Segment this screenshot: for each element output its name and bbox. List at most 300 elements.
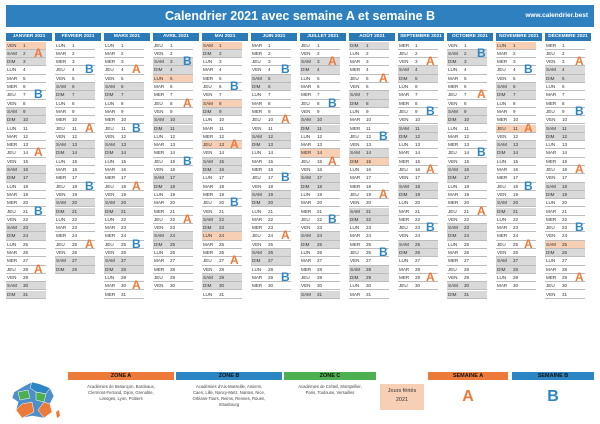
day-cell[interactable] bbox=[398, 149, 438, 157]
day-cell[interactable] bbox=[251, 133, 291, 141]
day-cell[interactable] bbox=[55, 166, 95, 174]
day-cell[interactable] bbox=[349, 58, 389, 66]
week-b-label: B bbox=[575, 220, 584, 235]
month-column bbox=[300, 33, 346, 297]
day-cell[interactable] bbox=[545, 75, 585, 83]
day-cell[interactable] bbox=[251, 100, 291, 108]
day-number: 16 bbox=[464, 167, 470, 172]
day-cell[interactable] bbox=[55, 100, 95, 108]
weekday-label: LUN bbox=[252, 266, 262, 272]
weekday-label: SAM bbox=[350, 208, 360, 214]
day-number: 5 bbox=[170, 75, 173, 81]
day-cell[interactable] bbox=[6, 291, 46, 299]
day-cell[interactable] bbox=[6, 174, 46, 182]
day-cell[interactable] bbox=[398, 42, 438, 50]
day-cell[interactable] bbox=[447, 266, 487, 274]
weekday-label: MAR bbox=[399, 208, 410, 214]
day-cell[interactable] bbox=[496, 158, 536, 166]
day-cell[interactable] bbox=[398, 208, 438, 216]
weekday-label: MAR bbox=[154, 84, 165, 89]
day-number: 25 bbox=[23, 241, 29, 247]
day-cell[interactable] bbox=[202, 108, 242, 116]
day-cell[interactable] bbox=[447, 257, 487, 265]
day-cell[interactable] bbox=[104, 199, 144, 207]
weekday-label: JEU bbox=[301, 216, 310, 222]
weekday-label: MAR bbox=[497, 50, 508, 56]
day-number: 30 bbox=[121, 283, 127, 289]
day-cell[interactable] bbox=[349, 108, 389, 116]
day-cell[interactable] bbox=[300, 133, 340, 141]
day-number: 14 bbox=[170, 150, 176, 156]
day-cell[interactable] bbox=[6, 133, 46, 141]
zone-b-text-line: Strasbourg bbox=[218, 402, 240, 407]
day-cell[interactable] bbox=[447, 183, 487, 191]
day-cell[interactable] bbox=[447, 224, 487, 232]
france-map-icon bbox=[6, 378, 62, 420]
day-cell[interactable] bbox=[349, 282, 389, 290]
day-cell[interactable] bbox=[447, 174, 487, 182]
day-cell[interactable] bbox=[496, 208, 536, 216]
day-cell[interactable] bbox=[398, 75, 438, 83]
day-cell[interactable] bbox=[153, 75, 193, 83]
zone-c-text-line: Paris, Toulouse, Versailles bbox=[305, 390, 355, 395]
day-cell[interactable] bbox=[55, 158, 95, 166]
day-cell[interactable] bbox=[300, 183, 340, 191]
day-cell[interactable] bbox=[349, 266, 389, 274]
day-number: 25 bbox=[562, 241, 568, 247]
day-cell[interactable] bbox=[55, 108, 95, 116]
day-cell[interactable] bbox=[447, 282, 487, 290]
weekday-label: DIM bbox=[252, 142, 261, 148]
day-number: 1 bbox=[121, 42, 124, 48]
day-cell[interactable] bbox=[349, 224, 389, 232]
day-number: 4 bbox=[513, 67, 516, 73]
day-cell[interactable] bbox=[447, 75, 487, 83]
day-number: 14 bbox=[121, 150, 127, 156]
day-cell[interactable] bbox=[6, 166, 46, 174]
day-number: 18 bbox=[268, 183, 274, 189]
day-cell[interactable] bbox=[55, 91, 95, 99]
day-number: 26 bbox=[72, 250, 78, 255]
day-cell[interactable] bbox=[300, 266, 340, 274]
day-cell[interactable] bbox=[153, 174, 193, 182]
weekday-label: MAR bbox=[546, 208, 557, 214]
day-cell[interactable] bbox=[447, 133, 487, 141]
day-cell[interactable] bbox=[104, 42, 144, 50]
day-cell[interactable] bbox=[496, 100, 536, 108]
day-cell[interactable] bbox=[104, 224, 144, 232]
day-cell[interactable] bbox=[104, 257, 144, 265]
day-cell[interactable] bbox=[398, 183, 438, 191]
day-cell[interactable] bbox=[300, 241, 340, 249]
weekday-label: LUN bbox=[154, 250, 164, 255]
day-cell[interactable] bbox=[447, 166, 487, 174]
day-cell[interactable] bbox=[153, 141, 193, 149]
day-cell[interactable] bbox=[300, 83, 340, 91]
day-cell[interactable] bbox=[202, 66, 242, 74]
weekday-label: JEU bbox=[350, 75, 359, 81]
weekday-label: VEN bbox=[154, 50, 164, 56]
day-cell[interactable] bbox=[349, 291, 389, 299]
day-cell[interactable] bbox=[545, 125, 585, 133]
week-b-label: B bbox=[230, 195, 239, 210]
day-cell[interactable] bbox=[104, 158, 144, 166]
weekday-label: JEU bbox=[105, 125, 114, 131]
day-cell[interactable] bbox=[496, 199, 536, 207]
day-cell[interactable] bbox=[349, 208, 389, 216]
day-cell[interactable] bbox=[6, 125, 46, 133]
day-cell[interactable] bbox=[202, 116, 242, 124]
weekday-label: JEU bbox=[546, 108, 555, 114]
day-cell[interactable] bbox=[398, 141, 438, 149]
day-cell[interactable] bbox=[55, 266, 95, 274]
day-cell[interactable] bbox=[251, 249, 291, 257]
day-cell[interactable] bbox=[251, 158, 291, 166]
weekday-label: LUN bbox=[350, 50, 360, 56]
day-cell[interactable] bbox=[251, 216, 291, 224]
day-cell[interactable] bbox=[349, 166, 389, 174]
day-cell[interactable] bbox=[55, 50, 95, 58]
weekday-label: DIM bbox=[252, 200, 261, 206]
day-cell[interactable] bbox=[349, 100, 389, 108]
weekday-label: JEU bbox=[56, 183, 65, 189]
day-cell[interactable] bbox=[300, 191, 340, 199]
day-number: 4 bbox=[317, 67, 320, 73]
day-cell[interactable] bbox=[251, 91, 291, 99]
day-cell[interactable] bbox=[398, 83, 438, 91]
weekday-label: JEU bbox=[497, 67, 506, 73]
month-header: AOÛT 2021 bbox=[349, 33, 395, 41]
day-cell[interactable] bbox=[104, 266, 144, 274]
weekday-label: SAM bbox=[105, 258, 115, 264]
day-number: 16 bbox=[72, 167, 78, 172]
weekday-label: DIM bbox=[399, 191, 408, 197]
day-cell[interactable] bbox=[153, 241, 193, 249]
day-cell[interactable] bbox=[496, 266, 536, 274]
day-cell[interactable] bbox=[398, 91, 438, 99]
day-cell[interactable] bbox=[104, 100, 144, 108]
day-cell[interactable] bbox=[300, 249, 340, 257]
day-number: 19 bbox=[219, 191, 225, 197]
day-cell[interactable] bbox=[104, 216, 144, 224]
day-number: 5 bbox=[219, 75, 222, 81]
day-cell[interactable] bbox=[153, 249, 193, 257]
day-cell[interactable] bbox=[153, 116, 193, 124]
day-cell[interactable] bbox=[153, 125, 193, 133]
day-cell[interactable] bbox=[545, 249, 585, 257]
day-number: 4 bbox=[219, 67, 222, 73]
day-cell[interactable] bbox=[251, 50, 291, 58]
day-number: 16 bbox=[317, 167, 323, 172]
day-cell[interactable] bbox=[300, 274, 340, 282]
day-cell[interactable] bbox=[447, 241, 487, 249]
day-cell[interactable] bbox=[202, 58, 242, 66]
day-cell[interactable] bbox=[202, 166, 242, 174]
site-link[interactable]: www.calendrier.best bbox=[525, 12, 588, 19]
day-cell[interactable] bbox=[55, 257, 95, 265]
day-cell[interactable] bbox=[300, 75, 340, 83]
weekday-label: VEN bbox=[448, 158, 458, 164]
day-cell[interactable] bbox=[104, 166, 144, 174]
day-cell[interactable] bbox=[104, 83, 144, 91]
day-number: 15 bbox=[562, 158, 568, 164]
day-cell[interactable] bbox=[6, 75, 46, 83]
day-cell[interactable] bbox=[202, 282, 242, 290]
day-number: 30 bbox=[513, 283, 519, 289]
day-cell[interactable] bbox=[251, 141, 291, 149]
day-cell[interactable] bbox=[349, 216, 389, 224]
weekday-label: MAR bbox=[105, 283, 116, 289]
day-cell[interactable] bbox=[349, 232, 389, 240]
day-cell[interactable] bbox=[55, 83, 95, 91]
day-cell[interactable] bbox=[55, 141, 95, 149]
weekday-label: LUN bbox=[105, 100, 115, 106]
day-cell[interactable] bbox=[349, 50, 389, 58]
day-cell[interactable] bbox=[545, 42, 585, 50]
day-cell[interactable] bbox=[496, 141, 536, 149]
day-cell[interactable] bbox=[300, 174, 340, 182]
day-cell[interactable] bbox=[545, 183, 585, 191]
day-cell[interactable] bbox=[545, 241, 585, 249]
day-cell[interactable] bbox=[300, 199, 340, 207]
day-number: 20 bbox=[366, 200, 372, 206]
day-cell[interactable] bbox=[496, 91, 536, 99]
weekday-label: SAM bbox=[448, 50, 458, 56]
day-cell[interactable] bbox=[55, 224, 95, 232]
weekday-label: SAM bbox=[154, 59, 164, 65]
day-cell[interactable] bbox=[251, 257, 291, 265]
weekday-label: VEN bbox=[497, 191, 507, 197]
weekday-label: DIM bbox=[301, 125, 310, 131]
weekday-label: VEN bbox=[546, 117, 556, 123]
day-cell[interactable] bbox=[545, 291, 585, 299]
day-cell[interactable] bbox=[447, 191, 487, 199]
day-cell[interactable] bbox=[251, 42, 291, 50]
day-number: 15 bbox=[72, 158, 78, 164]
day-cell[interactable] bbox=[202, 274, 242, 282]
day-cell[interactable] bbox=[496, 83, 536, 91]
weekday-label: JEU bbox=[546, 283, 555, 289]
day-cell[interactable] bbox=[300, 232, 340, 240]
weekday-label: LUN bbox=[546, 200, 556, 206]
day-cell[interactable] bbox=[202, 224, 242, 232]
day-cell[interactable] bbox=[349, 158, 389, 166]
day-cell[interactable] bbox=[104, 108, 144, 116]
day-cell[interactable] bbox=[55, 216, 95, 224]
month-header: SEPTEMBRE 2021 bbox=[398, 33, 444, 41]
day-cell[interactable] bbox=[496, 50, 536, 58]
day-cell[interactable] bbox=[349, 42, 389, 50]
day-cell[interactable] bbox=[398, 249, 438, 257]
day-cell[interactable] bbox=[202, 42, 242, 50]
day-number: 21 bbox=[415, 208, 421, 214]
day-cell[interactable] bbox=[496, 257, 536, 265]
day-number: 15 bbox=[366, 158, 372, 164]
day-cell[interactable] bbox=[202, 174, 242, 182]
weekday-label: DIM bbox=[154, 125, 163, 131]
weekday-label: DIM bbox=[350, 42, 359, 48]
day-cell[interactable] bbox=[6, 249, 46, 257]
day-cell[interactable] bbox=[447, 108, 487, 116]
day-number: 7 bbox=[464, 92, 467, 98]
day-cell[interactable] bbox=[349, 91, 389, 99]
weekday-label: MER bbox=[399, 100, 410, 106]
weekday-label: JEU bbox=[154, 216, 163, 222]
day-cell[interactable] bbox=[496, 224, 536, 232]
day-cell[interactable] bbox=[398, 133, 438, 141]
day-cell[interactable] bbox=[202, 216, 242, 224]
day-cell[interactable] bbox=[398, 125, 438, 133]
day-cell[interactable] bbox=[251, 149, 291, 157]
day-cell[interactable] bbox=[447, 249, 487, 257]
day-cell[interactable] bbox=[349, 149, 389, 157]
day-cell[interactable] bbox=[55, 208, 95, 216]
day-cell[interactable] bbox=[202, 291, 242, 299]
week-a-label: A bbox=[132, 62, 141, 77]
day-cell[interactable] bbox=[153, 257, 193, 265]
day-cell[interactable] bbox=[153, 274, 193, 282]
day-number: 4 bbox=[23, 67, 26, 73]
day-cell[interactable] bbox=[300, 141, 340, 149]
day-cell[interactable] bbox=[447, 232, 487, 240]
day-cell[interactable] bbox=[6, 66, 46, 74]
week-b-label: B bbox=[477, 45, 486, 60]
day-cell[interactable] bbox=[349, 274, 389, 282]
day-cell[interactable] bbox=[251, 83, 291, 91]
day-cell[interactable] bbox=[104, 149, 144, 157]
day-cell[interactable] bbox=[300, 116, 340, 124]
day-cell[interactable] bbox=[202, 183, 242, 191]
day-cell[interactable] bbox=[545, 257, 585, 265]
day-cell[interactable] bbox=[447, 291, 487, 299]
weekday-label: JEU bbox=[154, 158, 163, 164]
day-cell[interactable] bbox=[447, 274, 487, 282]
day-cell[interactable] bbox=[104, 91, 144, 99]
day-number: 25 bbox=[464, 241, 470, 247]
day-cell[interactable] bbox=[153, 42, 193, 50]
day-cell[interactable] bbox=[545, 141, 585, 149]
day-cell[interactable] bbox=[251, 199, 291, 207]
day-number: 13 bbox=[513, 142, 519, 148]
day-cell[interactable] bbox=[496, 149, 536, 157]
day-number: 23 bbox=[317, 225, 323, 231]
day-cell[interactable] bbox=[349, 174, 389, 182]
day-cell[interactable] bbox=[545, 83, 585, 91]
day-cell[interactable] bbox=[153, 266, 193, 274]
zone-c-text-line: Académies de Créteil, Montpellier, bbox=[298, 384, 362, 389]
day-number: 30 bbox=[219, 283, 225, 289]
day-cell[interactable] bbox=[496, 216, 536, 224]
day-number: 20 bbox=[268, 200, 274, 206]
day-cell[interactable] bbox=[349, 116, 389, 124]
day-number: 6 bbox=[170, 84, 173, 89]
day-cell[interactable] bbox=[545, 199, 585, 207]
day-cell[interactable] bbox=[202, 100, 242, 108]
weekday-label: DIM bbox=[448, 175, 457, 181]
day-cell[interactable] bbox=[104, 50, 144, 58]
day-cell[interactable] bbox=[300, 42, 340, 50]
day-number: 8 bbox=[366, 100, 369, 106]
day-cell[interactable] bbox=[153, 133, 193, 141]
day-cell[interactable] bbox=[300, 291, 340, 299]
day-cell[interactable] bbox=[496, 108, 536, 116]
day-cell[interactable] bbox=[496, 282, 536, 290]
day-cell[interactable] bbox=[300, 257, 340, 265]
day-cell[interactable] bbox=[496, 42, 536, 50]
day-cell[interactable] bbox=[6, 191, 46, 199]
month-header: JUIN 2021 bbox=[251, 33, 297, 41]
weekday-label: VEN bbox=[154, 167, 164, 172]
day-cell[interactable] bbox=[251, 191, 291, 199]
week-a-label: A bbox=[34, 261, 43, 276]
day-cell[interactable] bbox=[104, 141, 144, 149]
day-cell[interactable] bbox=[202, 50, 242, 58]
day-cell[interactable] bbox=[55, 149, 95, 157]
day-cell[interactable] bbox=[6, 232, 46, 240]
weekday-label: SAM bbox=[252, 191, 262, 197]
weekday-label: MER bbox=[7, 84, 18, 89]
day-cell[interactable] bbox=[545, 133, 585, 141]
day-cell[interactable] bbox=[398, 257, 438, 265]
day-cell[interactable] bbox=[202, 158, 242, 166]
day-number: 26 bbox=[513, 250, 519, 255]
day-cell[interactable] bbox=[202, 125, 242, 133]
day-cell[interactable] bbox=[6, 282, 46, 290]
day-cell[interactable] bbox=[153, 191, 193, 199]
day-cell[interactable] bbox=[447, 66, 487, 74]
weekday-label: VEN bbox=[203, 150, 213, 156]
day-cell[interactable] bbox=[398, 191, 438, 199]
day-cell[interactable] bbox=[300, 125, 340, 133]
day-cell[interactable] bbox=[496, 166, 536, 174]
weekday-label: MER bbox=[105, 117, 116, 123]
weekday-label: MAR bbox=[105, 50, 116, 56]
day-number: 28 bbox=[464, 266, 470, 272]
day-cell[interactable] bbox=[545, 191, 585, 199]
week-b-label: B bbox=[524, 178, 533, 193]
day-cell[interactable] bbox=[251, 208, 291, 216]
day-cell[interactable] bbox=[496, 274, 536, 282]
day-number: 4 bbox=[170, 67, 173, 73]
day-cell[interactable] bbox=[202, 241, 242, 249]
day-cell[interactable] bbox=[300, 282, 340, 290]
semaine-b-legend bbox=[512, 372, 594, 422]
day-cell[interactable] bbox=[6, 241, 46, 249]
day-cell[interactable] bbox=[6, 183, 46, 191]
day-cell[interactable] bbox=[104, 208, 144, 216]
weekday-label: LUN bbox=[252, 92, 262, 98]
day-cell[interactable] bbox=[202, 232, 242, 240]
day-cell[interactable] bbox=[55, 42, 95, 50]
day-cell[interactable] bbox=[6, 116, 46, 124]
day-cell[interactable] bbox=[153, 282, 193, 290]
day-cell[interactable] bbox=[545, 208, 585, 216]
day-cell[interactable] bbox=[398, 241, 438, 249]
day-cell[interactable] bbox=[153, 199, 193, 207]
day-cell[interactable] bbox=[398, 199, 438, 207]
day-cell[interactable] bbox=[153, 232, 193, 240]
day-cell[interactable] bbox=[153, 183, 193, 191]
day-cell[interactable] bbox=[153, 83, 193, 91]
day-cell[interactable] bbox=[545, 91, 585, 99]
day-cell[interactable] bbox=[447, 116, 487, 124]
weekday-label: JEU bbox=[448, 266, 457, 272]
day-cell[interactable] bbox=[545, 149, 585, 157]
day-cell[interactable] bbox=[6, 108, 46, 116]
day-cell[interactable] bbox=[6, 224, 46, 232]
day-cell[interactable] bbox=[447, 125, 487, 133]
day-cell[interactable] bbox=[55, 199, 95, 207]
